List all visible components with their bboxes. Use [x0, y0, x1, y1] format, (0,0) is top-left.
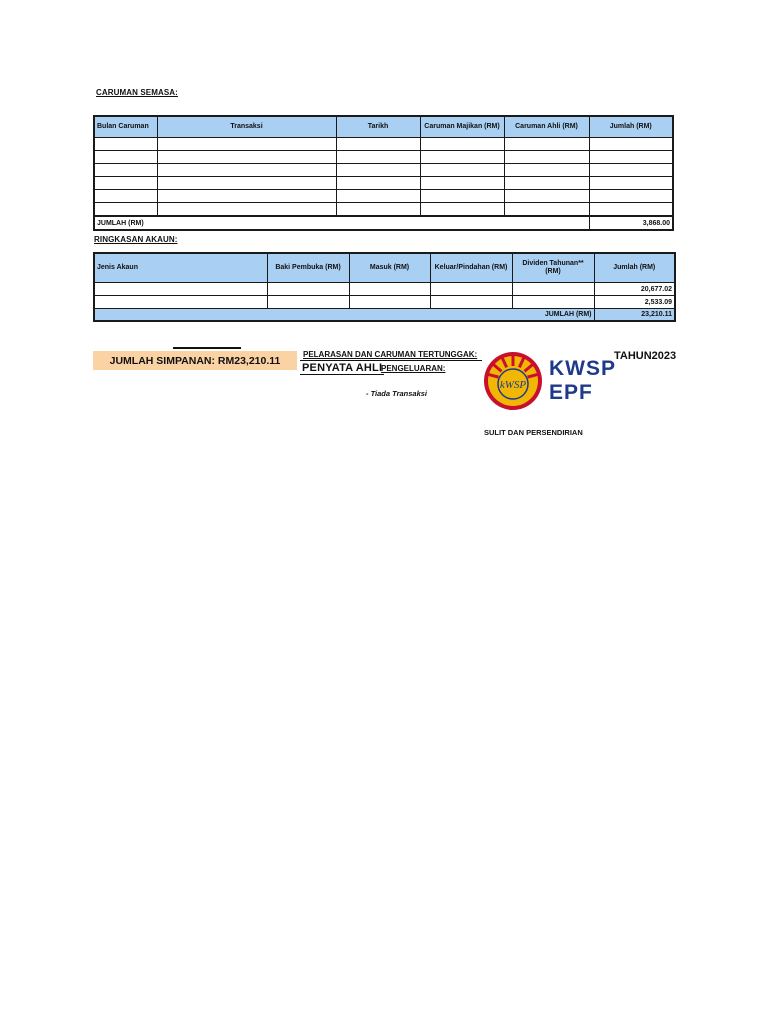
row-jumlah-value: 2,533.09	[594, 296, 675, 309]
col-jumlah: Jumlah (RM)	[589, 116, 673, 138]
sulit-label: SULIT DAN PERSENDIRIAN	[484, 428, 583, 437]
total-label: JUMLAH (RM)	[94, 216, 589, 230]
pelarasan-heading: PELARASAN DAN CARUMAN TERTUNGGAK:	[303, 350, 478, 359]
col-caruman-ahli: Caruman Ahli (RM)	[504, 116, 589, 138]
table-row	[94, 151, 673, 164]
kwsp-emblem-icon	[482, 350, 544, 412]
col-transaksi: Transaksi	[157, 116, 336, 138]
pengeluaran-heading: PENGELUARAN:	[381, 364, 446, 373]
table-header-row	[94, 116, 673, 138]
table-row	[94, 283, 675, 296]
divider	[300, 374, 384, 375]
caruman-semasa-title: CARUMAN SEMASA:	[96, 88, 178, 97]
ringkasan-akaun-title: RINGKASAN AKAUN:	[94, 235, 178, 244]
table-row	[94, 177, 673, 190]
table-row	[94, 190, 673, 203]
table-header-row	[94, 253, 675, 283]
kwsp-emblem	[482, 350, 544, 412]
divider	[300, 360, 482, 361]
table-row	[94, 203, 673, 217]
col-dividen-tahunan: Dividen Tahunan** (RM)	[512, 253, 594, 283]
tahun-label: TAHUN2023	[614, 350, 677, 362]
row-jumlah-value: 20,677.02	[594, 283, 675, 296]
emblem-text: kWSP	[499, 379, 527, 391]
total-row	[94, 216, 673, 230]
col-jumlah: Jumlah (RM)	[594, 253, 675, 283]
sum-row	[94, 309, 675, 322]
ringkasan-akaun-table	[93, 252, 676, 322]
col-masuk: Masuk (RM)	[349, 253, 430, 283]
total-value: 3,868.00	[589, 216, 673, 230]
col-caruman-majikan: Caruman Majikan (RM)	[420, 116, 504, 138]
kwsp-wordmark: KWSP	[549, 357, 616, 380]
jumlah-simpanan-box: JUMLAH SIMPANAN: RM23,210.11	[93, 351, 297, 370]
col-keluar-pindahan: Keluar/Pindahan (RM)	[430, 253, 512, 283]
table-row	[94, 138, 673, 151]
col-tarikh: Tarikh	[336, 116, 420, 138]
tiada-transaksi-text: - Tiada Transaksi	[366, 389, 428, 398]
epf-wordmark: EPF	[549, 381, 593, 404]
col-baki-pembuka: Baki Pembuka (RM)	[267, 253, 349, 283]
sum-label: JUMLAH (RM)	[94, 309, 594, 322]
table-row	[94, 164, 673, 177]
sum-value: 23,210.11	[594, 309, 675, 322]
penyata-ahli-label: PENYATA AHLI	[302, 362, 383, 374]
caruman-semasa-table	[93, 115, 674, 231]
table-row	[94, 296, 675, 309]
divider	[173, 347, 241, 349]
col-jenis-akaun: Jenis Akaun	[94, 253, 267, 283]
col-bulan-caruman: Bulan Caruman	[94, 116, 157, 138]
